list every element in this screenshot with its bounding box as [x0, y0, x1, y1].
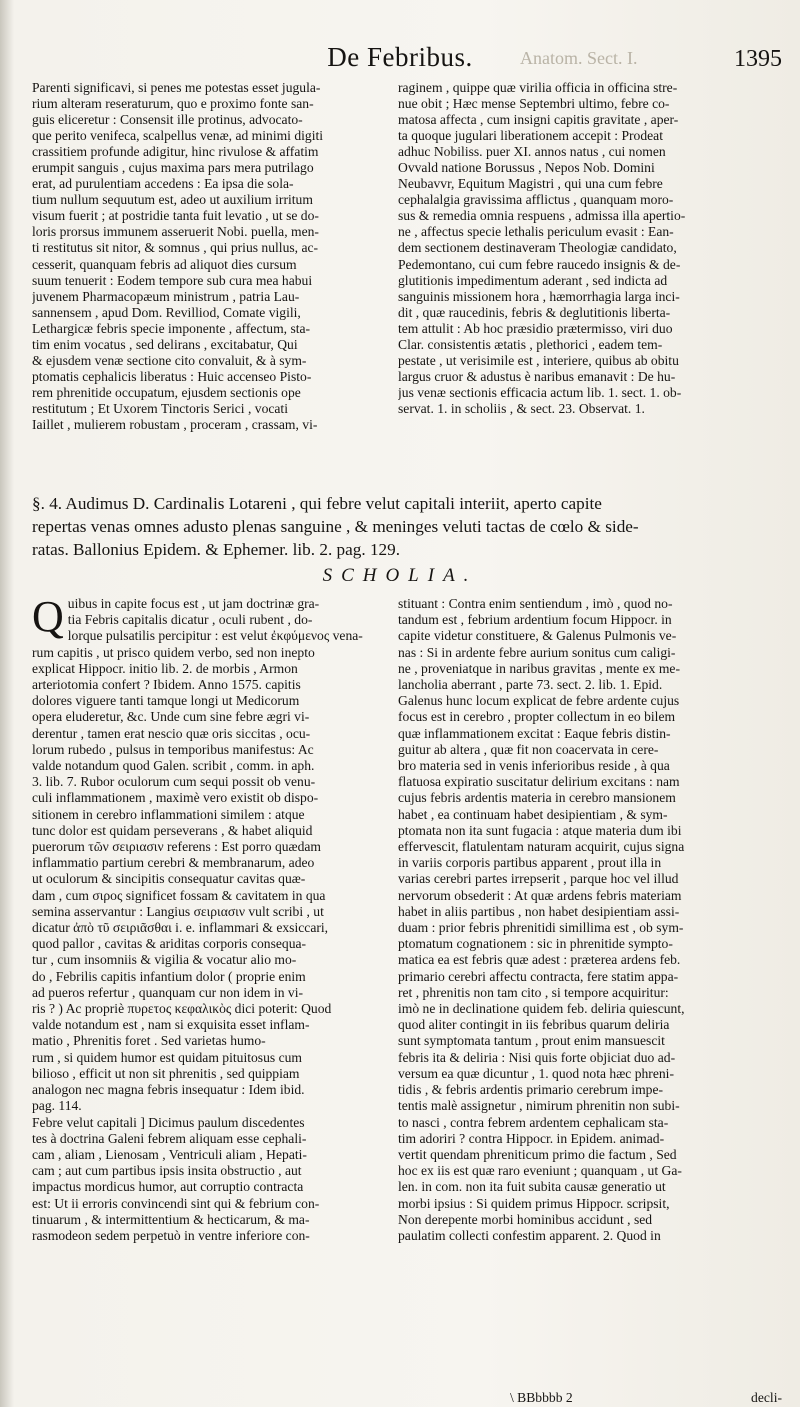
text-line: habet , ea continuam habet desipientiam , & sym-: [398, 806, 668, 822]
text-line: do , Febrilis capitis infantium dolor ( proprie enim: [32, 968, 306, 984]
running-title: De Febribus.: [327, 42, 473, 72]
text-line: ut oculorum & sincipitis consequatur cavitas quæ-: [32, 871, 306, 887]
text-line: tem attulit : Ab hoc præsidio prætermisso, viri duo: [398, 320, 673, 336]
text-line: Lethargicæ febris specie imponente , affectum, sta-: [32, 320, 311, 336]
text-line: duam : prior febris phrenitidi simillima est , ob sym-: [398, 920, 684, 936]
text-line: rum , si quidem humor est quidam pituitosus cum: [32, 1049, 302, 1065]
signature-mark: \ BBbbbb 2: [510, 1390, 573, 1405]
text-line: rum capitis , ut prisco quidem verbo, sed non inepto: [32, 644, 315, 660]
text-line: ta quoque jugulari liberationem accepit : Prodeat: [398, 128, 663, 144]
text-line: restitutum ; Et Uxorem Tinctoris Serici , vocati: [32, 400, 288, 416]
text-line: erat, ad purulentiam accedens : Ea ipsa die sola-: [32, 176, 294, 192]
text-line: valde notandum quod Galen. scribit , comm. in aph.: [32, 758, 315, 774]
text-line: varias cerebri partes irrepserit , parque hoc vel illud: [398, 871, 679, 887]
text-line: febris ita & deliria : Nisi quis forte objiciat duo ad-: [398, 1049, 676, 1065]
text-line: tentis malè assignetur , nimirum phrenitin non subi-: [398, 1098, 680, 1114]
text-line: tandum est , febrium ardentium focum Hippocr. in: [398, 612, 672, 628]
text-line: tim adoriri ? contra Hippocr. in Epidem. animad-: [398, 1130, 665, 1146]
text-line: matosa affecta , cum insigni capitis gravitate , aper-: [398, 112, 679, 128]
text-line: ne , affectus specie lethalis periculum evasit : Ean-: [398, 224, 674, 240]
text-line: tes à doctrina Galeni febrem aliquam esse cephali-: [32, 1130, 307, 1146]
text-line: tim enim vocatus , sed delirans , excitabatur, Qui: [32, 336, 298, 352]
text-line: servat. 1. in scholiis , & sect. 23. Observat. 1.: [398, 400, 645, 416]
text-line: morbi ipsius : Si quidem primus Hippocr. scripsit,: [398, 1195, 670, 1211]
text-line: loris prorsus immunem asseruerit Nobi. puella, men-: [32, 224, 319, 240]
text-line: visum fuerit ; at postridie tanta fuit levatio , ut se do-: [32, 208, 319, 224]
text-line: impactus mordicus humor, aut corruptio contracta: [32, 1179, 304, 1195]
text-line: Neubavvr, Equitum Magistri , qui una cum febre: [398, 176, 663, 192]
text-line: Ovvald natione Borussus , Nepos Nob. Domini: [398, 160, 655, 176]
text-line: bro materia sed in venis inferioribus reside , à qua: [398, 758, 670, 774]
text-line: suum tenuerit : Eodem tempore sub cura mea habui: [32, 272, 313, 288]
text-line: cam ; aut cum partibus ipsis insita obstructio , aut: [32, 1163, 302, 1179]
text-line: tur , cum insomniis & vigilia & vocatur alio mo-: [32, 952, 297, 968]
text-line: pag. 114.: [32, 1098, 82, 1114]
text-line: in variis corporis partibus apparent , prout illa in: [398, 855, 662, 871]
text-line: ptomatum cognationem : sic in phrenitide sympto-: [398, 936, 673, 952]
text-line: derentur , tamen erat nescio quæ oris siccitas , ocu-: [32, 725, 311, 741]
text-line: cujus febris ardentis materia in cerebro mansionem: [398, 790, 676, 806]
text-line: versum ea quæ dicuntur , 1. quod nota hæc phreni-: [398, 1065, 674, 1081]
text-line: largus cruor & adustus è naribus emanavit : De hu-: [398, 368, 676, 384]
text-line: que perito venifeca, scalpellus venæ, ad minimi digiti: [32, 128, 324, 144]
text-line: effervescit, flatulentam naturam acquirit, cujus signa: [398, 839, 685, 855]
text-line: vertit quendam phreniticum primo die factum , Sed: [398, 1146, 677, 1162]
text-line: primario cerebri affectu contracta, fere statim appa-: [398, 968, 679, 984]
text-line: est: Ut ii erroris convincendi sint qui & febrium con-: [32, 1195, 320, 1211]
text-line: erumpit sanguis , cujus maxima pars mera putrilago: [32, 160, 314, 176]
text-line: tinuarum , & intermittentium & hecticarum, & ma-: [32, 1211, 310, 1227]
text-line: imò ne in declinatione quidem feb. deliria quiescunt,: [398, 1001, 685, 1017]
text-line: focus est in cerebro , propter collectum in eo bilem: [398, 709, 676, 725]
text-line: lancholia aberrant , parte 73. sect. 2. lib. 1. Epid.: [398, 677, 663, 693]
text-line: dicatur ἀπὸ τῦ σειριᾶσθαι i. e. inflammari & exsiccari,: [32, 920, 329, 936]
text-line: ratas. Ballonius Epidem. & Ephemer. lib. 2. pag. 129.: [32, 540, 401, 559]
text-line: quæ inflammationem excitat : Eaque febris distin-: [398, 725, 671, 741]
text-line: ptomatis cephalicis liberatus : Huic accenseo Pisto-: [32, 368, 312, 384]
text-line: §. 4. Audimus D. Cardinalis Lotareni , qui febre velut capitali interiit, aperto capite: [32, 494, 602, 513]
text-line: ris ? ) Ac propriè πυρετος κεφαλικὸς dici poterit: Quod: [32, 1001, 332, 1017]
column-left-top: [32, 80, 386, 433]
text-line: lorum rubedo , pulsus in temporibus manifestus: Ac: [32, 741, 314, 757]
text-line: rasmodeon sedem perpetuò in ventre inferiore con-: [32, 1227, 310, 1243]
text-line: len. in com. non ita fuit subita causæ generatio ut: [398, 1179, 666, 1195]
text-line: glutitionis impedimentum aderant , sed indicta ad: [398, 272, 668, 288]
text-line: Galenus hunc locum explicat de febre ardente cujus: [398, 693, 680, 709]
text-line: analogon nec magna febris insequatur : Idem ibid.: [32, 1082, 305, 1098]
text-line: cam , aliam , Lienosam , Ventriculi aliam , Hepati-: [32, 1146, 307, 1162]
text-line: guitur ab altera , quæ fit non coacervata in cere-: [398, 741, 659, 757]
page-number: 1395: [734, 46, 782, 72]
text-line: repertas venas omnes adusto plenas sanguine , & meninges veluti tactas de cœlo & side-: [32, 517, 639, 536]
text-line: pestate , ut verisimile est , interiere, quibus ab obitu: [398, 352, 679, 368]
page-header: [0, 42, 800, 82]
text-line: tunc dolor est quidam perseverans , & habet aliquid: [32, 822, 313, 838]
drop-capital: Q: [32, 592, 64, 641]
text-line: tium nullum sequutum est, adeo ut auxilium irritum: [32, 192, 313, 208]
text-line: sus & remedia omnia respuens , admissa illa apertio-: [398, 208, 686, 224]
text-line: Pedemontano, cui cum febre raucedo insignis & de-: [398, 256, 681, 272]
text-line: valde notandum est , nam si exquisita esset inflam-: [32, 1017, 310, 1033]
text-line: dolores viguere tanti tamque longi ut Medicorum: [32, 693, 300, 709]
text-line: quod aliter contingit in iis febribus quarum deliria: [398, 1017, 670, 1033]
text-line: dit , quæ raucedinis, febris & deglutitionis liberta-: [398, 304, 671, 320]
text-line: ret , phrenitis non tam cito , si tempore acquiritur:: [398, 984, 669, 1000]
text-line: uibus in capite focus est , ut jam doctrinæ gra-: [67, 596, 320, 611]
column-right-scholia: [398, 596, 790, 1244]
text-line: nue obit ; Hæc mense Septembri ultimo, febre co-: [398, 96, 670, 112]
text-line: 3. lib. 7. Rubor oculorum cum sequi possit ob venu-: [32, 774, 316, 790]
text-line: Iaillet , mulierem robustam , proceram , crassam, vi-: [32, 416, 318, 432]
text-line: bilioso , efficit ut non sit phrenitis , sed quippiam: [32, 1065, 300, 1081]
text-line: culi inflammationem , maximè vero existit ob dispo-: [32, 790, 319, 806]
text-line: Clar. consistentis ætatis , plethorici , eadem tem-: [398, 336, 663, 352]
text-line: ptomata non ita sunt fugacia : atque materia dum ibi: [398, 822, 682, 838]
text-line: paulatim collecti confestim apparent. 2. Quod in: [398, 1227, 661, 1243]
text-line: Non derepente morbi hominibus accidunt , sed: [398, 1211, 653, 1227]
text-line: dem sectionem destinaveram Theologiæ candidato,: [398, 240, 677, 256]
text-line: sanguinis missionem hora , hæmorrhagia larga inci-: [398, 288, 680, 304]
text-line: cesserit, quanquam febris ad aliquot dies cursum: [32, 256, 297, 272]
text-line: raginem , quippe quæ virilia officia in officina stre-: [398, 80, 678, 95]
text-line: quod pallor , cavitas & ariditas corporis consequa-: [32, 936, 307, 952]
column-left-scholia: [32, 592, 386, 1244]
text-line: lorque pulsatilis percipitur : est velut ἐκφύμενος vena-: [67, 628, 363, 644]
section-4-paragraph: [32, 492, 786, 561]
scholia-heading: SCHOLIA.: [322, 565, 478, 586]
text-line: juvenem Pharmacopæum ministrum , patria Lau-: [32, 288, 300, 304]
text-line: puerorum τῶν σειριασιν referens : Est porro quædam: [32, 839, 322, 855]
bleed-through-text: Anatom. Sect. I.: [520, 48, 638, 68]
text-line: tidis , & febris ardentis primario cerebrum impe-: [398, 1082, 663, 1098]
column-right-top: [398, 80, 790, 417]
text-line: hoc ex iis est quæ raro eveniunt ; quanquam , ut Ga-: [398, 1163, 682, 1179]
text-line: habet in aliis partibus , non habet desipientiam assi-: [398, 903, 680, 919]
text-line: ad pueros refertur , quanquam cur non idem in vi-: [32, 984, 304, 1000]
text-line: dam , cum σιρος significet fossam & cavitatem in qua: [32, 887, 326, 903]
text-line: to nasci , contra febrem ardentem cephalicam sta-: [398, 1114, 669, 1130]
text-line: semina asservantur : Langius σειριασιν vult scribi , ut: [32, 903, 324, 919]
text-line: inflammatio partium cerebri & membranarum, adeo: [32, 855, 315, 871]
text-line: jus venæ sectionis efficacia actum lib. 1. sect. 1. ob-: [398, 384, 682, 400]
text-line: sannensem , apud Dom. Revilliod, Comate vigili,: [32, 304, 301, 320]
text-line: sunt symptomata tantum , prout enim mansuescit: [398, 1033, 665, 1049]
text-line: arteriotomia confert ? Ibidem. Anno 1575. capitis: [32, 677, 301, 693]
text-line: adhuc Nobiliss. puer XI. annos natus , cui nomen: [398, 144, 666, 160]
text-line: Parenti significavi, si penes me potestas esset jugula-: [32, 80, 321, 95]
text-line: crassitiem profunde adigitur, hinc rivulose & affatim: [32, 144, 319, 160]
text-line: capite videtur constituere, & Galenus Pulmonis ve-: [398, 628, 677, 644]
text-line: matio , Phrenitis foret . Sed varietas humo-: [32, 1033, 266, 1049]
text-line: Febre velut capitali ] Dicimus paulum discedentes: [32, 1114, 305, 1130]
text-line: flatuosa expiratio suscitatur delirium excitans : nam: [398, 774, 680, 790]
text-line: ti restitutus sit nitor, & somnus , qui prius nullus, ac-: [32, 240, 319, 256]
text-line: explicat Hippocr. initio lib. 2. de morbis , Armon: [32, 660, 298, 676]
text-line: nas : Si in ardente febre aurium sonitus cum caligi-: [398, 644, 676, 660]
text-line: guis eliceretur : Consensit ille protinus, advocato-: [32, 112, 303, 128]
catchword: decli-: [751, 1390, 782, 1405]
text-line: nervorum obsederit : At quæ ardens febris materiam: [398, 887, 682, 903]
text-line: & ejusdem venæ sectione cito convaluit, & à sym-: [32, 352, 307, 368]
text-line: tia Febris capitalis dicatur , oculi rubent , do-: [67, 612, 313, 628]
text-line: matica ea est febris quæ adest : præterea ardens feb.: [398, 952, 681, 968]
text-line: sitionem in cerebro inflammationi similem : atque: [32, 806, 305, 822]
text-line: stituant : Contra enim sentiendum , imò , quod no-: [398, 596, 673, 611]
text-line: cephalalgia gravissima afflictus , quanquam moro-: [398, 192, 674, 208]
text-line: opera eluderetur, &c. Unde cum sine febre ægri vi-: [32, 709, 310, 725]
text-line: rium alteram reseraturum, quo e proximo fonte san-: [32, 96, 314, 112]
text-line: ne , proveniatque in naribus gravitas , mente ex me-: [398, 660, 680, 676]
text-line: rem phrenitide occupatum, ejusdem sectionis ope: [32, 384, 301, 400]
